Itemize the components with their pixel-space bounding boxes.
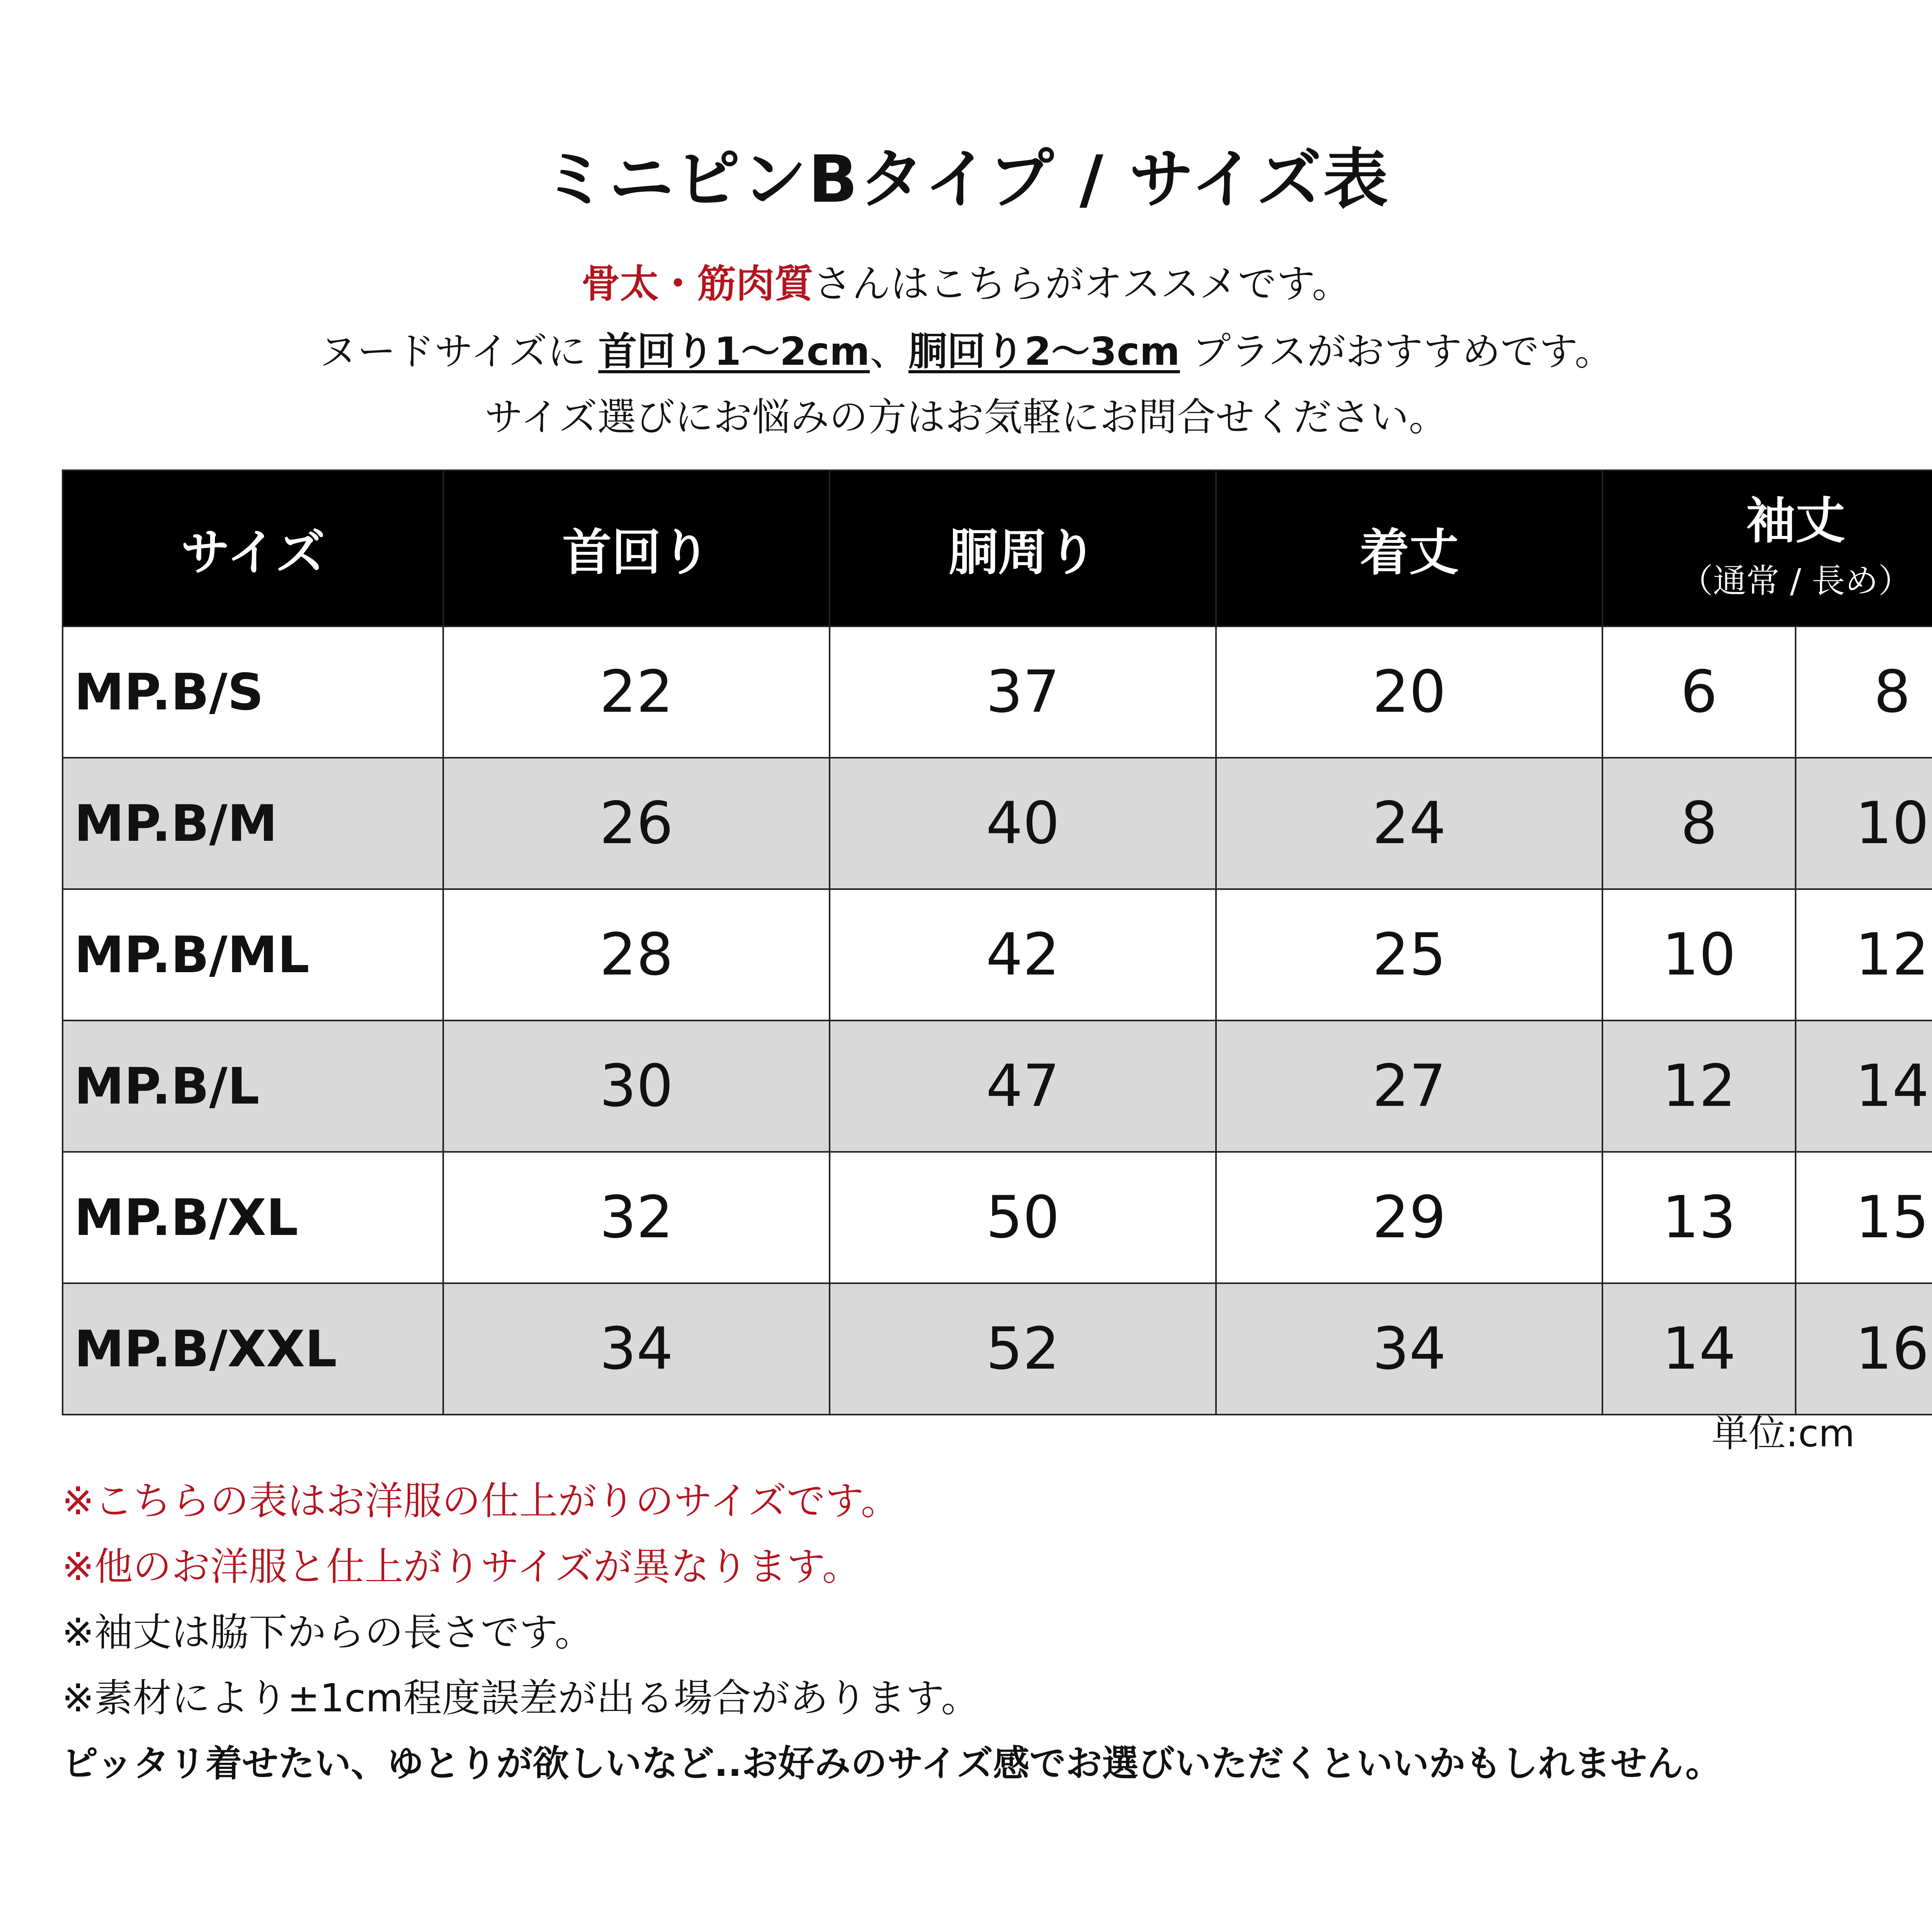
unit-label: 単位:cm [1711, 1412, 1855, 1455]
chest-value: 52 [830, 1283, 1216, 1415]
intro-line-3: サイズ選びにお悩みの方はお気軽にお問合せください。 [485, 395, 1447, 440]
sleeve-long-value: 8 [1796, 626, 1932, 758]
size-name: MP.B/XXL [63, 1283, 443, 1415]
size-name: MP.B/L [63, 1020, 443, 1152]
waist-recommendation: 胴回り2～3cm [908, 329, 1180, 374]
note-tolerance: ※素材により±1cm程度誤差が出る場合があります。 [62, 1675, 980, 1721]
intro-emphasis: 骨太・筋肉質 [581, 261, 813, 306]
header-length: 着丈 [1216, 470, 1602, 626]
header-sleeve-label: 袖丈 [1746, 492, 1845, 550]
sleeve-normal-value: 13 [1602, 1152, 1796, 1283]
table-row [63, 1152, 1932, 1283]
size-name: MP.B/S [63, 626, 443, 758]
table-row [63, 889, 1932, 1020]
neck-value: 22 [443, 626, 830, 758]
table-row [63, 626, 1932, 758]
sleeve-long-value: 16 [1796, 1283, 1932, 1415]
length-value: 25 [1216, 889, 1602, 1020]
table-row [63, 1020, 1932, 1152]
header-sleeve-sub: （通常 / 長め） [1680, 562, 1912, 600]
neck-value: 32 [443, 1152, 830, 1283]
intro-line-2-separator: 、 [870, 329, 908, 374]
length-value: 20 [1216, 626, 1602, 758]
table-row [63, 1283, 1932, 1415]
neck-value: 30 [443, 1020, 830, 1152]
length-value: 24 [1216, 758, 1602, 889]
size-name: MP.B/M [63, 758, 443, 889]
sleeve-long-value: 10 [1796, 758, 1932, 889]
size-name: MP.B/ML [63, 889, 443, 1020]
page-title: ミニピンBタイプ / サイズ表 [542, 141, 1390, 217]
sleeve-normal-value: 8 [1602, 758, 1796, 889]
note-size-difference: ※他のお洋服と仕上がりサイズが異なります。 [62, 1544, 861, 1589]
header-neck: 首回り [443, 470, 830, 626]
sleeve-normal-value: 14 [1602, 1283, 1796, 1415]
chest-value: 42 [830, 889, 1216, 1020]
chest-value: 37 [830, 626, 1216, 758]
header-chest: 胴周り [830, 470, 1216, 626]
note-sleeve-measure: ※袖丈は脇下からの長さです。 [62, 1610, 594, 1655]
length-value: 27 [1216, 1020, 1602, 1152]
intro-line-2-suffix: プラスがおすすめです。 [1180, 329, 1614, 374]
neck-recommendation: 首回り1～2cm [598, 329, 870, 374]
size-table [62, 469, 1932, 1415]
intro-line-1 [0, 259, 1932, 309]
header-sleeve [1602, 470, 1932, 626]
table-row [63, 758, 1932, 889]
length-value: 34 [1216, 1283, 1602, 1415]
intro-line-2-prefix: ヌードサイズに [318, 329, 599, 374]
note-finished-size: ※こちらの表はお洋服の仕上がりのサイズです。 [62, 1478, 900, 1524]
neck-value: 28 [443, 889, 830, 1020]
chest-value: 50 [830, 1152, 1216, 1283]
neck-value: 34 [443, 1283, 830, 1415]
sleeve-normal-value: 12 [1602, 1020, 1796, 1152]
table-header-row [63, 470, 1932, 626]
sleeve-normal-value: 6 [1602, 626, 1796, 758]
neck-value: 26 [443, 758, 830, 889]
chest-value: 47 [830, 1020, 1216, 1152]
sleeve-long-value: 14 [1796, 1020, 1932, 1152]
note-fit-advice: ピッタリ着せたい、ゆとりが欲しいなど..お好みのサイズ感でお選びいただくといいかもしれません。 [62, 1743, 1722, 1785]
intro-line-2 [0, 327, 1932, 377]
size-name: MP.B/XL [63, 1152, 443, 1283]
sleeve-normal-value: 10 [1602, 889, 1796, 1020]
header-size: サイズ [63, 470, 443, 626]
length-value: 29 [1216, 1152, 1602, 1283]
chest-value: 40 [830, 758, 1216, 889]
intro-line-1-text: さんはこちらがオススメです。 [813, 261, 1351, 306]
sleeve-long-value: 15 [1796, 1152, 1932, 1283]
sleeve-long-value: 12 [1796, 889, 1932, 1020]
